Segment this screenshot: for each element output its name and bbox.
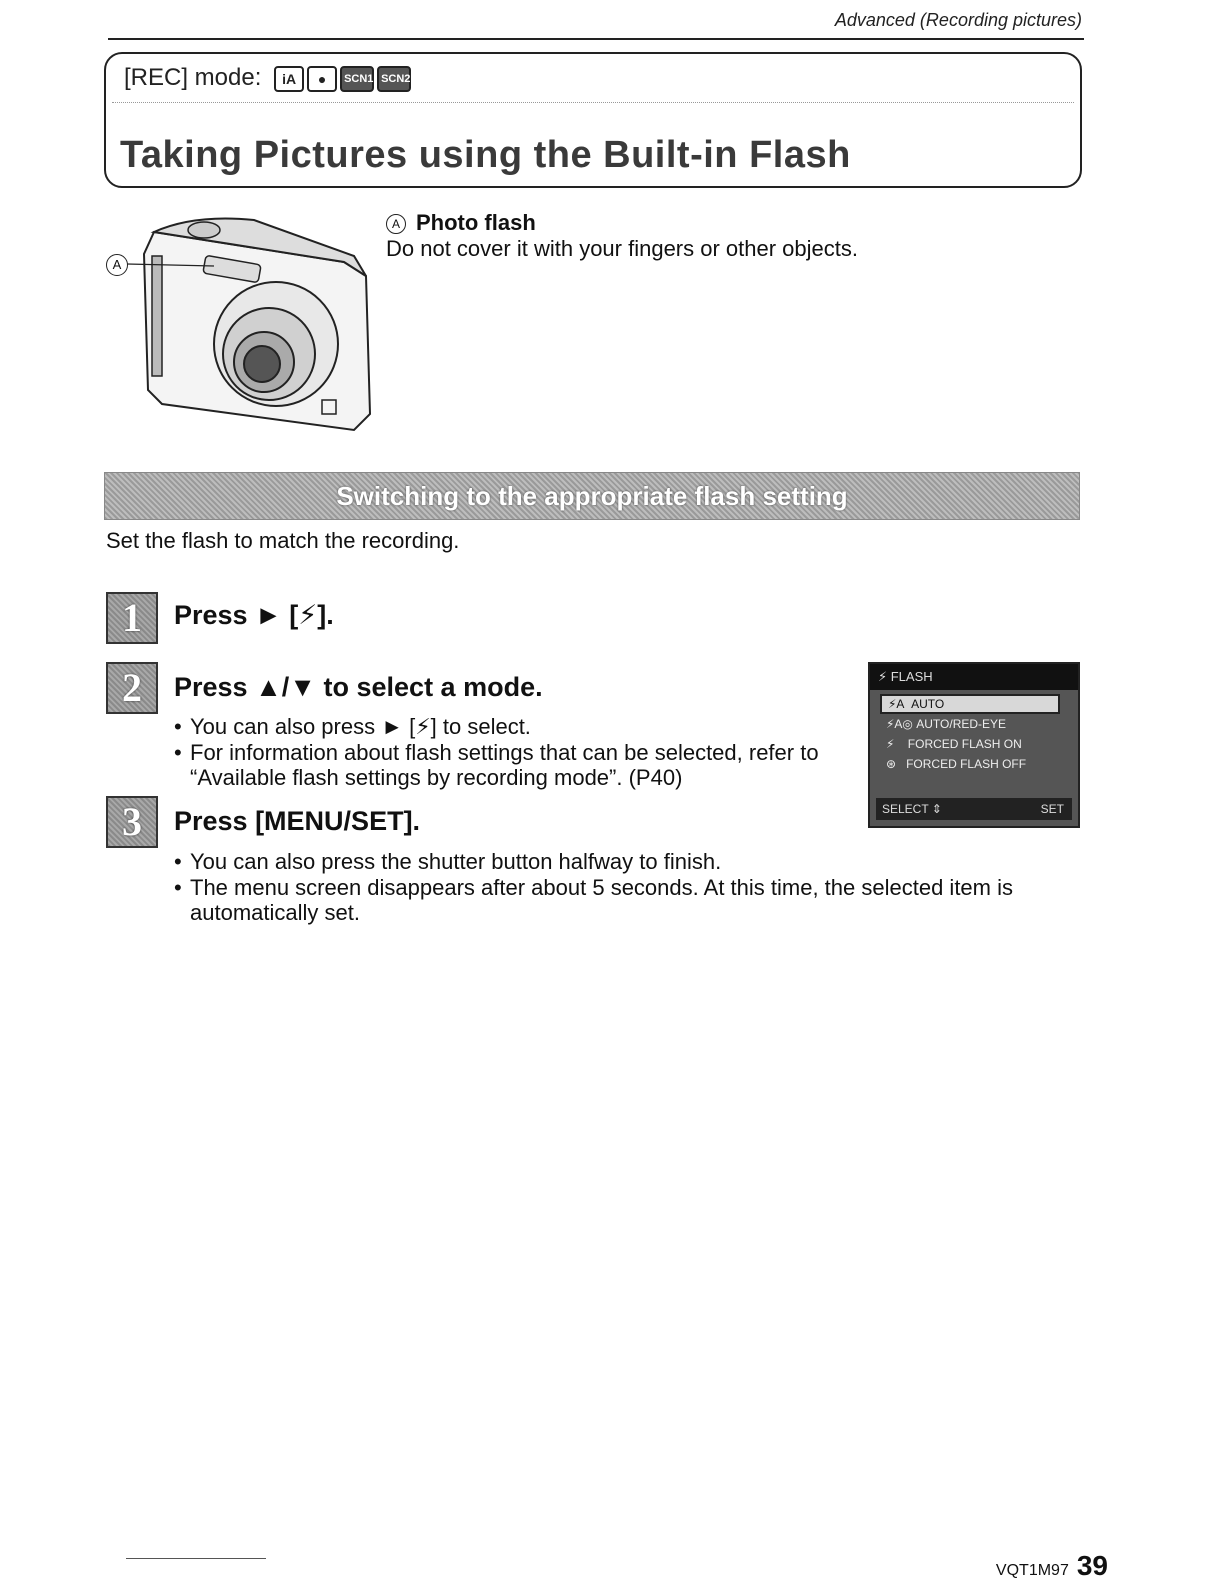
footer-rule — [126, 1558, 266, 1559]
title-divider — [112, 102, 1074, 103]
lcd-set-hint: SET — [1040, 802, 1064, 816]
flash-description: Do not cover it with your fingers or other objects. — [386, 236, 858, 261]
header-rule — [108, 38, 1084, 40]
section-heading-band — [104, 472, 1080, 520]
callout-a-marker: A — [386, 214, 406, 234]
lcd-flash-menu — [868, 662, 1080, 828]
step-3-title: Press [MENU/SET]. — [174, 806, 421, 836]
step-2-bullet-1: • You can also press ► [⚡] to select. — [174, 714, 531, 739]
lcd-row-auto: ⚡A AUTO — [880, 694, 1060, 714]
flash-on-icon: ⚡ — [886, 737, 895, 751]
step-1-number: 1 — [106, 592, 158, 644]
section-heading: Switching to the appropriate flash setting — [336, 481, 848, 511]
rec-mode-line — [124, 64, 411, 92]
callout-a-icon: A — [106, 254, 128, 276]
scene-mode-2-icon: SCN2 — [377, 66, 411, 92]
lcd-header: ⚡ FLASH — [870, 664, 1078, 690]
rec-mode-label: [REC] mode: — [124, 64, 262, 91]
page-number: 39 — [1076, 1550, 1108, 1581]
step-2-title: Press ▲/▼ to select a mode. — [174, 672, 543, 702]
flash-auto-icon: ⚡A — [888, 697, 905, 711]
mode-icons — [274, 66, 411, 92]
flash-label: Photo flash — [416, 210, 536, 235]
running-header: Advanced (Recording pictures) — [834, 10, 1082, 30]
lcd-row-forced-on: ⚡ FORCED FLASH ON — [886, 737, 1022, 751]
normal-picture-mode-icon: ● — [307, 66, 337, 92]
intelligent-auto-mode-icon: iA — [274, 66, 304, 92]
manual-code: VQT1M97 — [995, 1562, 1069, 1579]
lcd-select-hint: SELECT ⇕ — [882, 802, 942, 816]
lcd-footer — [876, 798, 1072, 820]
flash-off-icon: ⊛ — [886, 757, 897, 771]
lcd-row-forced-off: ⊛ FORCED FLASH OFF — [886, 757, 1027, 771]
page-title: Taking Pictures using the Built-in Flash — [120, 134, 851, 176]
step-3-bullet-2: • The menu screen disappears after about 5 seconds. At this time, the selected item is automatically set. — [174, 875, 1013, 925]
camera-illustration — [104, 204, 376, 436]
step-2-number: 2 — [106, 662, 158, 714]
step-2-bullet-2: • For information about flash settings that can be selected, refer to “Available flash settings by recording mode”. (P40) — [174, 740, 819, 790]
flash-red-eye-icon: ⚡A◎ — [886, 717, 913, 731]
section-intro: Set the flash to match the recording. — [106, 528, 460, 553]
step-3-number: 3 — [106, 796, 158, 848]
scene-mode-1-icon: SCN1 — [340, 66, 374, 92]
step-1-title: Press ► [⚡]. — [174, 600, 334, 630]
step-3-bullet-1: • You can also press the shutter button halfway to finish. — [174, 849, 722, 874]
footer — [996, 1550, 1108, 1582]
lcd-row-auto-red-eye: ⚡A◎ AUTO/RED-EYE — [886, 717, 1007, 731]
flash-label-line — [386, 210, 536, 236]
